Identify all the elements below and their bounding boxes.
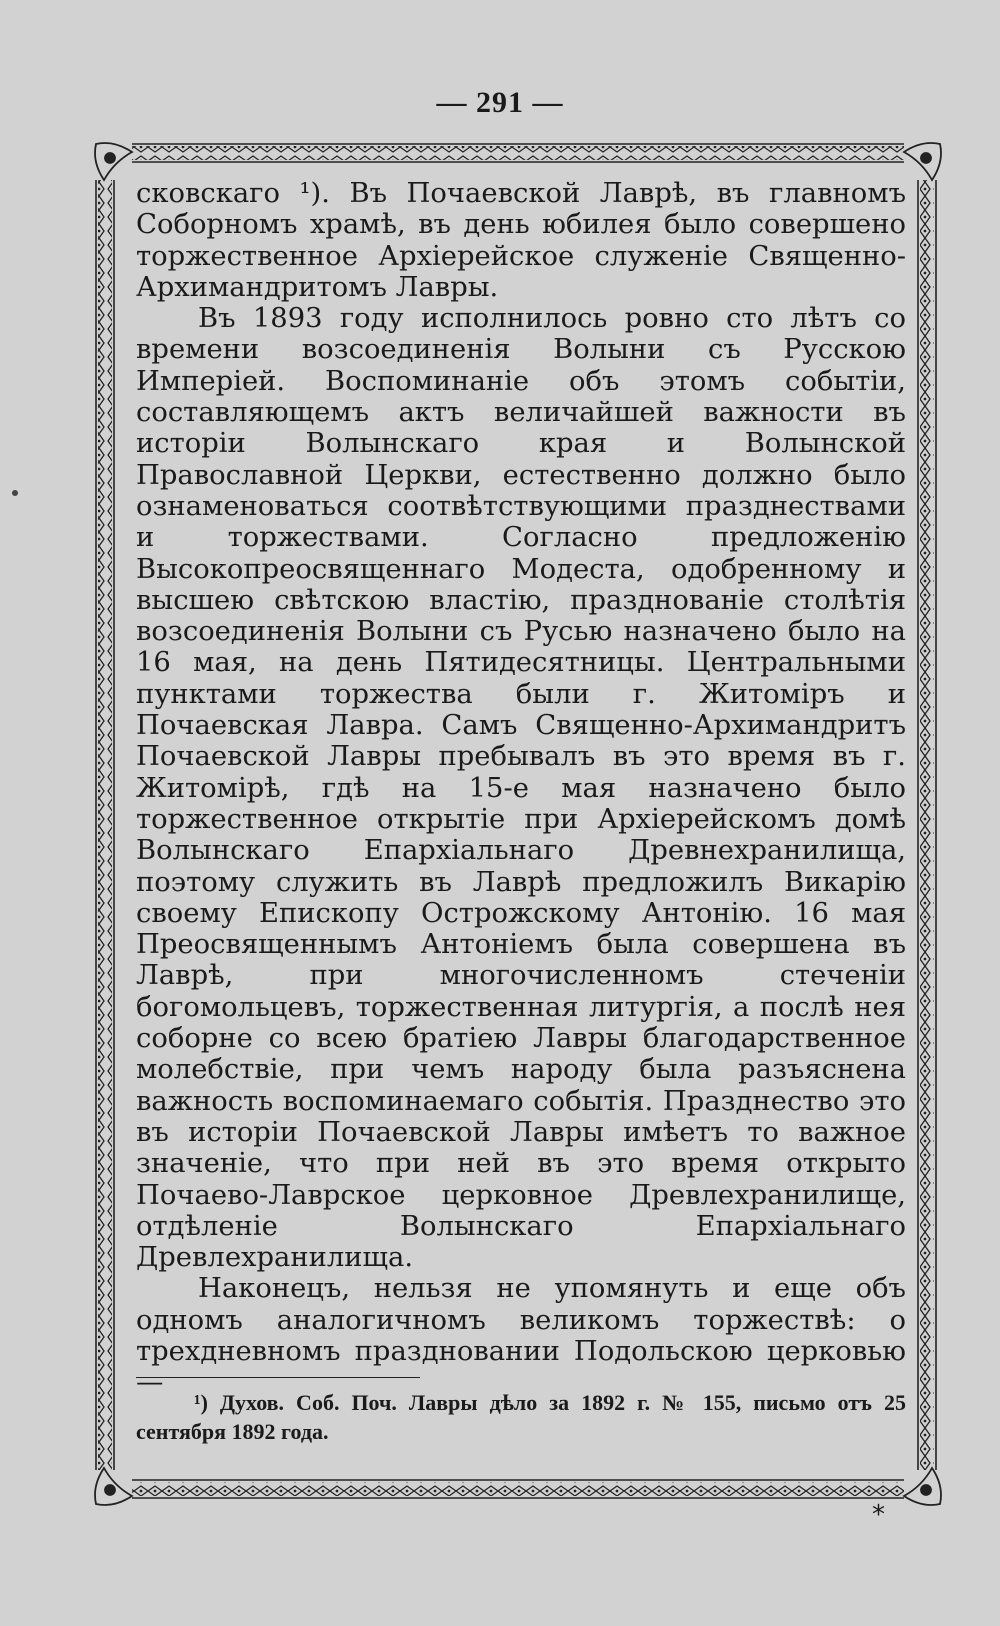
signature-mark: *: [872, 1500, 885, 1530]
paragraph-continuation: сковскаго ¹). Въ Почаевской Лаврѣ, въ главномъ Соборномъ храмѣ, въ день юбилея было совершено торжественное Архіерейское служеніе Священно-Архимандритомъ Лавры.: [136, 178, 906, 303]
footnote: [136, 1388, 906, 1446]
footnote-rule: [136, 1377, 420, 1378]
footnote-text: ¹) Духов. Соб. Поч. Лавры дѣло за 1892 г. № 155, письмо отъ 25 сентября 1892 года.: [136, 1390, 906, 1444]
main-text: [136, 178, 906, 1399]
paragraph-finally: Наконецъ, нельзя не упомянуть и еще объ одномъ аналогичномъ великомъ торжествѣ: о трехдневномъ праздновании Подольскою церковью—: [136, 1273, 906, 1399]
page-number: — 291 —: [436, 86, 564, 119]
paragraph-1893-reunion: Въ 1893 году исполнилось ровно сто лѣтъ со времени возсоединенія Волыни съ Русскою Имперіей. Воспоминаніе объ этомъ событіи, составляющемъ актъ величайшей важности въ исторіи Волынскаго края и Волынской Православной Церкви, естественно должно было ознаменоваться соотвѣтствующими празднествами и торжествами. Согласно предложенію Высокопреосвященнаго Модеста, одобренному и высшею свѣтскою властію, празднованіе столѣтія возсоединенія Волыни съ Русью назначено было на 16 мая, на день Пятидесятницы. Центральными пунктами торжества были г. Житоміръ и Почаевская Лавра. Самъ Священно-Архимандритъ Почаевской Лавры пребывалъ въ это время въ г. Житомірѣ, гдѣ на 15-е мая назначено было торжественное открытіе при Архіерейскомъ домѣ Волынскаго Епархіальнаго Древнехранилища, поэтому служить въ Лаврѣ предложилъ Викарію своему Епископу Острожскому Антонію. 16 мая Преосвященнымъ Антоніемъ была совершена въ Лаврѣ, при многочисленномъ стеченіи богомольцевъ, торжественная литургія, а послѣ нея соборне со всею братіею Лавры благодарственное молебствіе, при чемъ народу была разъяснена важность воспоминаемаго событія. Празднество это въ исторіи Почаевской Лавры имѣетъ то важное значеніе, что при ней въ это время открыто Почаево-Лаврское церковное Древлехранилище, отдѣленіе Волынскаго Епархіальнаго Древлехранилища.: [136, 303, 906, 1274]
ink-dot: [12, 490, 18, 496]
